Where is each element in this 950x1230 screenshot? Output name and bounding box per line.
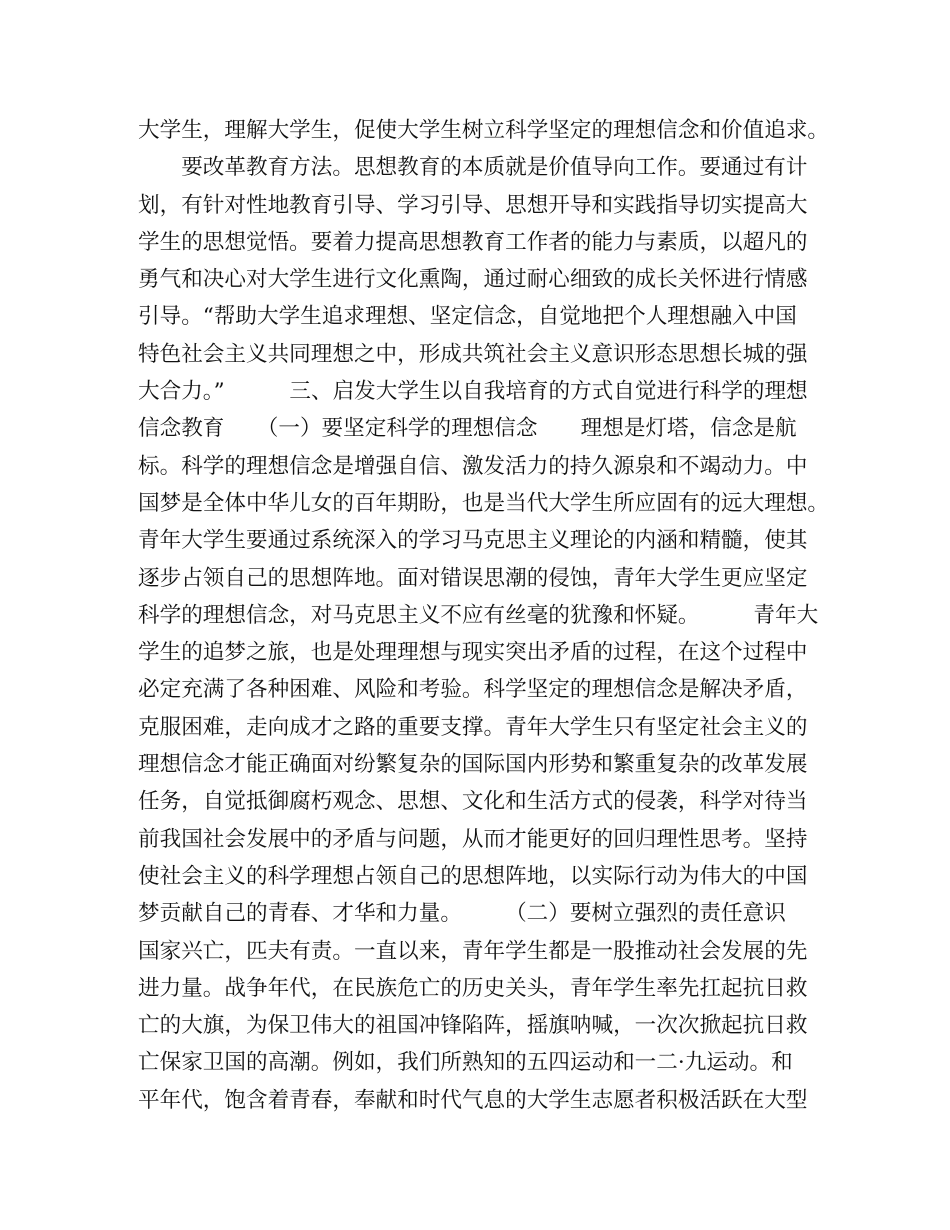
text-line: 任务，自觉抵御腐朽观念、思想、文化和生活方式的侵袭，科学对待当 [138,789,808,815]
text-line: 前我国社会发展中的矛盾与问题，从而才能更好的回归理性思考。坚持 [138,826,808,852]
text-line: 标。科学的理想信念是增强自信、激发活力的持久源泉和不竭动力。中 [138,453,808,479]
text-line: 国家兴亡，匹夫有责。一直以来，青年学生都是一股推动社会发展的先 [138,938,808,964]
text-line: 平年代，饱含着青春，奉献和时代气息的大学生志愿者积极活跃在大型 [138,1087,808,1113]
text-line: 必定充满了各种困难、风险和考验。科学坚定的理想信念是解决矛盾， [138,677,808,703]
text-line: 学生的追梦之旅，也是处理理想与现实突出矛盾的过程，在这个过程中 [138,640,808,666]
text-line: 进力量。战争年代，在民族危亡的历史关头，青年学生率先扛起抗日救 [138,975,808,1001]
text-line: 克服困难，走向成才之路的重要支撑。青年大学生只有坚定社会主义的 [138,714,808,740]
text-line: 使社会主义的科学理想占领自己的思想阵地，以实际行动为伟大的中国 [138,863,808,889]
text-line: 青年大学生要通过系统深入的学习马克思主义理论的内涵和精髓，使其 [138,528,808,554]
text-line: 亡的大旗，为保卫伟大的祖国冲锋陷阵，摇旗呐喊，一次次掀起抗日救 [138,1013,808,1039]
body-text [138,112,830,1119]
text-line: 要改革教育方法。思想教育的本质就是价值导向工作。要通过有计 [138,155,808,181]
text-line: 信念教育 （一）要坚定科学的理想信念 理想是灯塔，信念是航 [138,416,797,442]
text-line: 大合力。” 三、启发大学生以自我培育的方式自觉进行科学的理想 [138,379,808,405]
text-line: 逐步占领自己的思想阵地。面对错误思潮的侵蚀，青年大学生更应坚定 [138,565,808,591]
text-line: 国梦是全体中华儿女的百年期盼，也是当代大学生所应固有的远大理想。 [138,490,830,516]
text-line: 学生的思想觉悟。要着力提高思想教育工作者的能力与素质，以超凡的 [138,229,808,255]
text-line: 科学的理想信念，对马克思主义不应有丝毫的犹豫和怀疑。 青年大 [138,602,819,628]
text-line: 大学生，理解大学生，促使大学生树立科学坚定的理想信念和价值追求。 [138,118,830,143]
text-line: 引导。“帮助大学生追求理想、坚定信念，自觉地把个人理想融入中国 [138,304,797,330]
text-line: 理想信念才能正确面对纷繁复杂的国际国内形势和繁重复杂的改革发展 [138,752,808,778]
text-line: 亡保家卫国的高潮。例如，我们所熟知的五四运动和一二·九运动。和 [138,1050,793,1076]
text-line: 梦贡献自己的青春、才华和力量。 （二）要树立强烈的责任意识 [138,901,786,927]
text-line: 划，有针对性地教育引导、学习引导、思想开导和实践指导切实提高大 [138,192,808,218]
text-line: 勇气和决心对大学生进行文化熏陶，通过耐心细致的成长关怀进行情感 [138,267,808,293]
text-line: 特色社会主义共同理想之中，形成共筑社会主义意识形态思想长城的强 [138,341,808,367]
